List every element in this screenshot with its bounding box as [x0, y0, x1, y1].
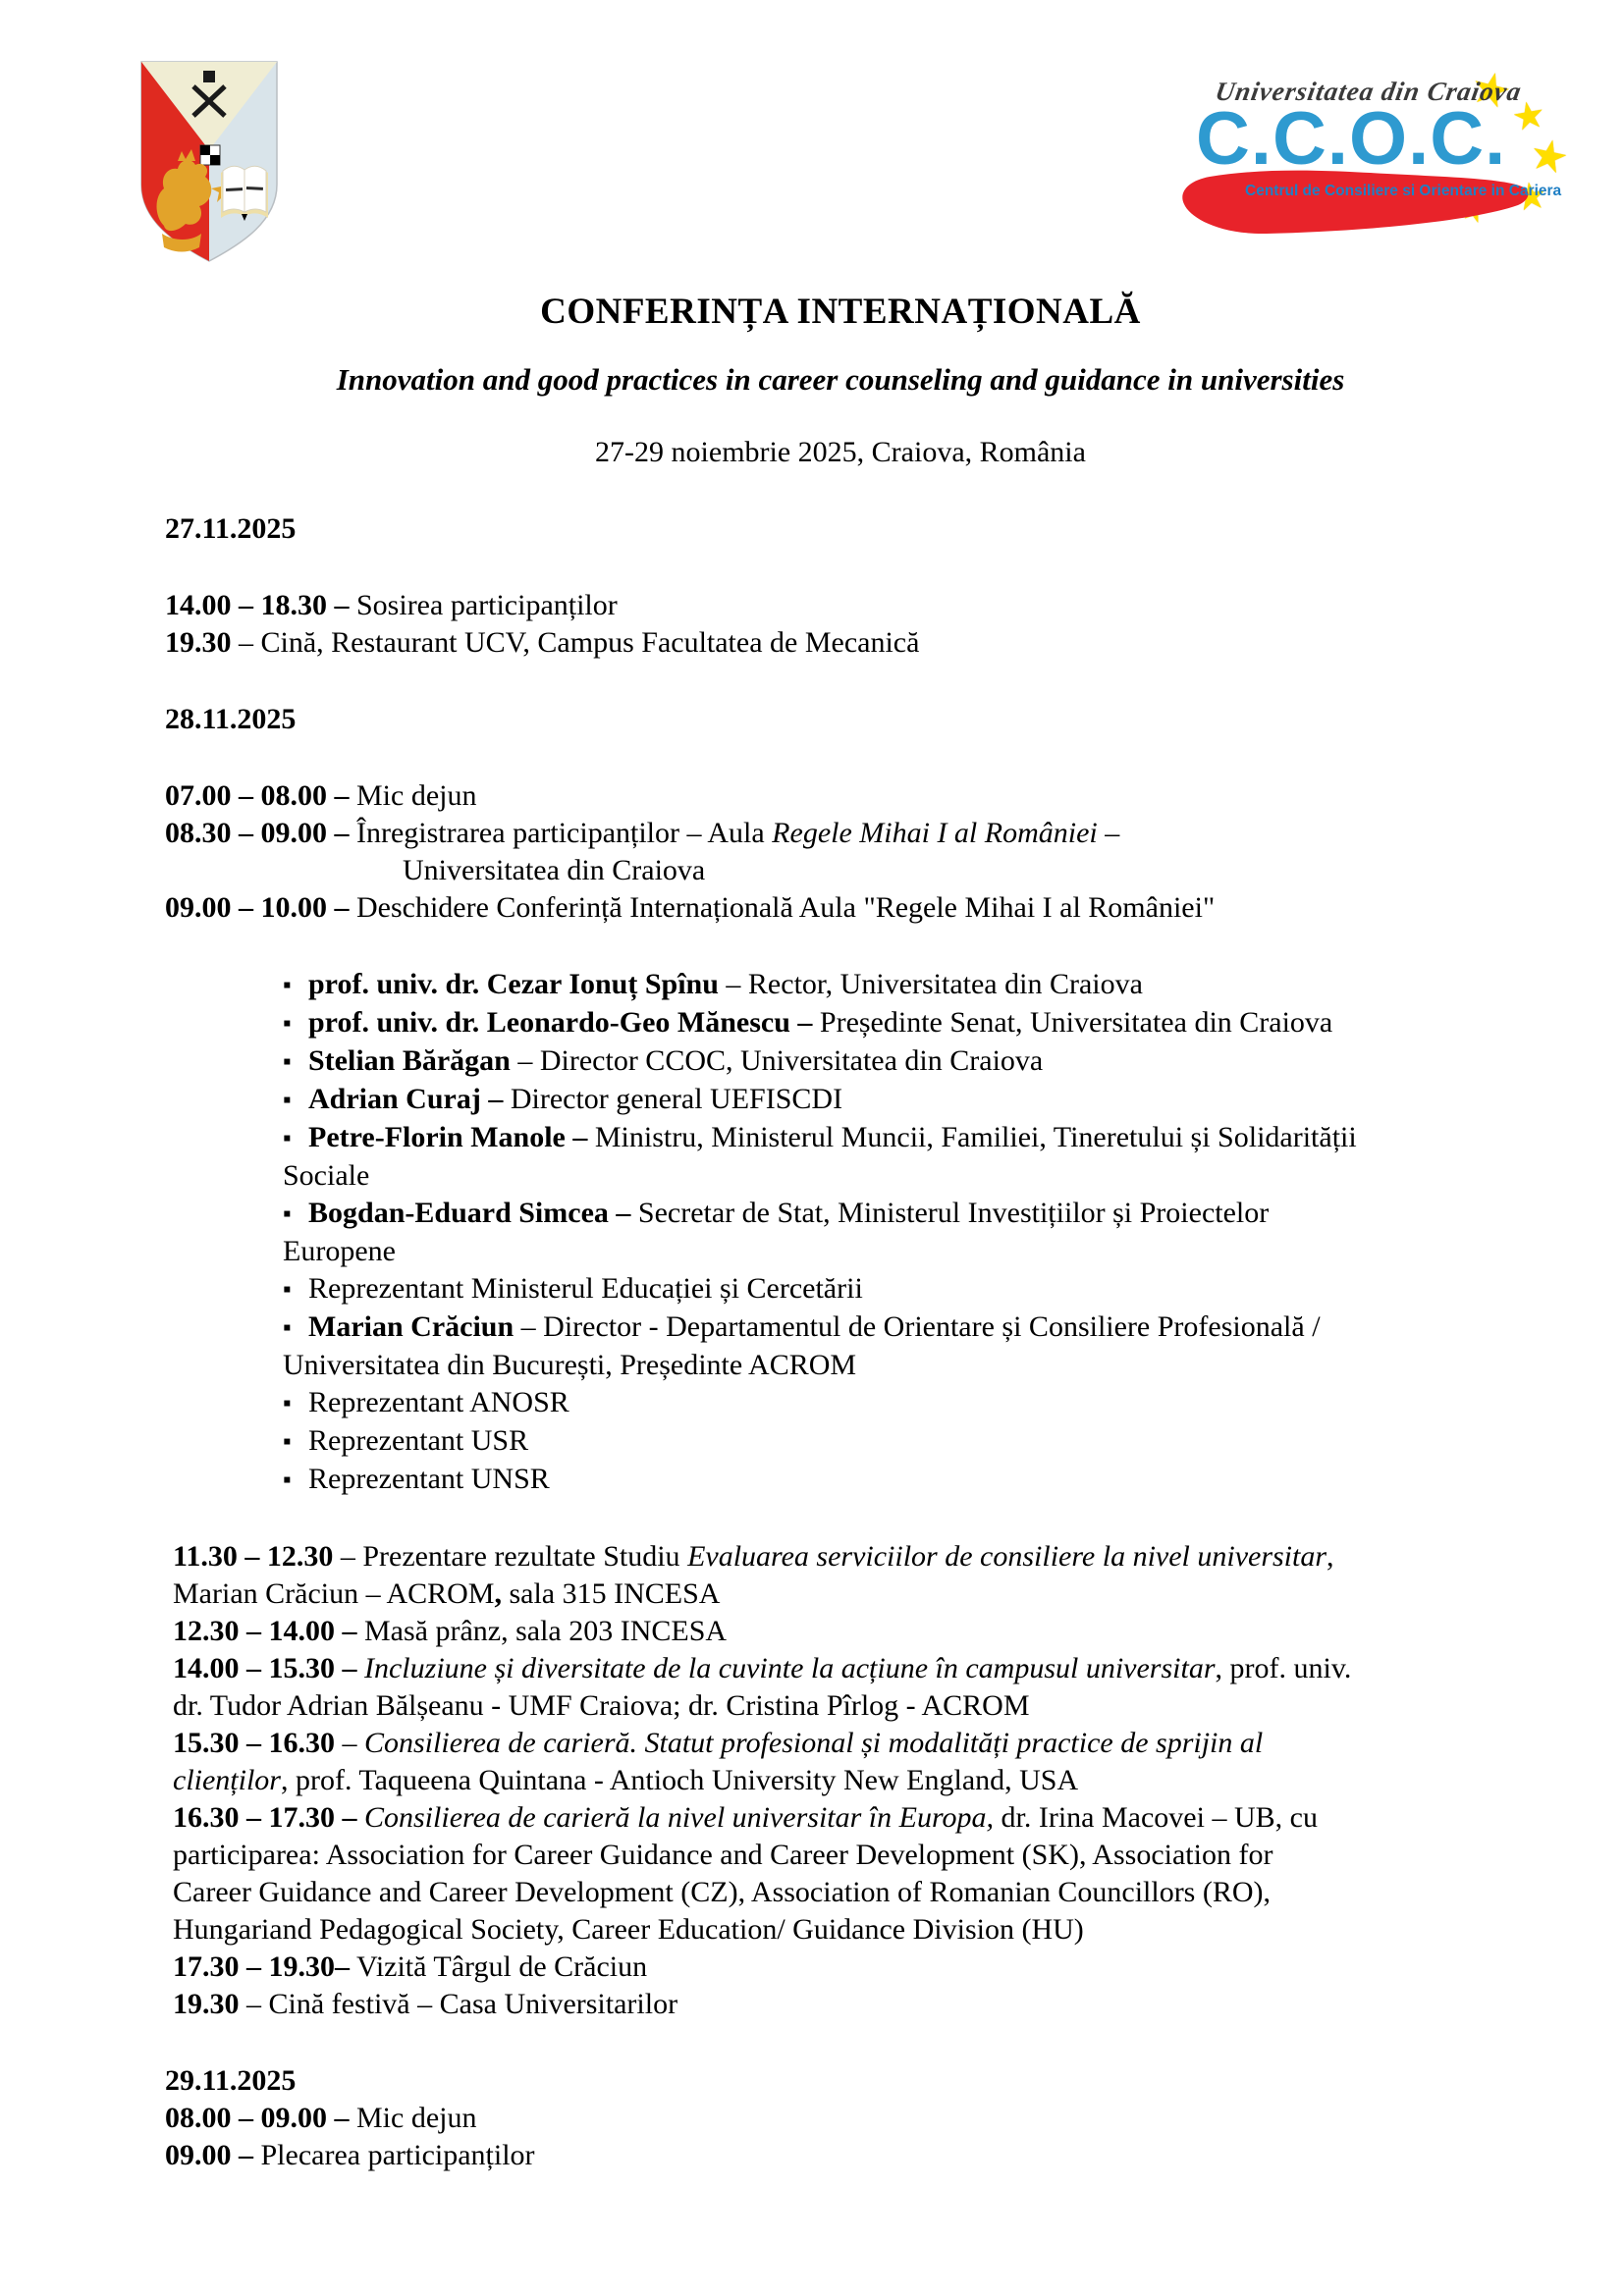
bullet-marker-icon: ▪	[283, 1088, 292, 1113]
schedule	[165, 510, 1516, 2174]
schedule-block	[165, 2100, 1516, 2174]
bullet-item: ▪ Reprezentant USR	[283, 1422, 1516, 1461]
schedule-line: 14.00 – 15.30 – Incluziune și diversitate de la cuvinte la acțiune în campusul universitar, prof. univ.	[173, 1652, 1352, 1684]
crest-book-icon	[221, 166, 268, 221]
bullet-marker-icon: ▪	[283, 1011, 292, 1037]
schedule-line: Marian Crăciun – ACROM, sala 315 INCESA	[173, 1577, 721, 1610]
bullet-marker-icon: ▪	[283, 973, 292, 998]
bullet-marker-icon: ▪	[283, 1391, 292, 1416]
schedule-line: 12.30 – 14.00 – Masă prânz, sala 203 INCESA	[173, 1615, 728, 1647]
schedule-line: 08.00 – 09.00 – Mic dejun	[165, 2102, 477, 2134]
schedule-line: 07.00 – 08.00 – Mic dejun	[165, 779, 477, 812]
day-section	[165, 701, 1516, 2023]
bullet-marker-icon: ▪	[283, 1126, 292, 1151]
schedule-line: Hungariand Pedagogical Society, Career Education/ Guidance Division (HU)	[173, 1913, 1084, 1946]
schedule-line: Career Guidance and Career Development (CZ), Association of Romanian Councillors (RO),	[173, 1876, 1272, 1908]
bullet-marker-icon: ▪	[283, 1468, 292, 1493]
ccoc-script-text: Universitatea din Craiova	[1213, 77, 1525, 106]
schedule-line: Universitatea din Craiova	[403, 854, 706, 886]
bullet-item: ▪ Bogdan-Eduard Simcea – Secretar de Stat, Ministerul Investițiilor și Proiectelor	[283, 1195, 1516, 1233]
schedule-line: 14.00 – 18.30 – Sosirea participanților	[165, 589, 618, 621]
ccoc-banner-text: Centrul de Consiliere si Orientare in Cariera	[1245, 183, 1562, 199]
bullet-marker-icon: ▪	[283, 1315, 292, 1341]
schedule-line: 09.00 – Plecarea participanților	[165, 2139, 535, 2171]
university-crest-logo	[135, 59, 284, 265]
bullet-item: ▪ Reprezentant UNSR	[283, 1461, 1516, 1499]
schedule-line: Europene	[283, 1235, 396, 1267]
bullet-item: ▪ prof. univ. dr. Cezar Ionuț Spînu – Rector, Universitatea din Craiova	[283, 966, 1516, 1004]
schedule-line: 09.00 – 10.00 – Deschidere Conferință Internațională Aula "Regele Mihai I al României"	[165, 891, 1216, 924]
bullet-marker-icon: ▪	[283, 1277, 292, 1303]
bullet-marker-icon: ▪	[283, 1201, 292, 1227]
ccoc-logo	[1188, 77, 1581, 238]
crest-checker	[200, 145, 220, 165]
conference-date-location: 27-29 noiembrie 2025, Craiova, România	[595, 436, 1086, 468]
bullet-item: ▪ Marian Crăciun – Director - Departamentul de Orientare și Consiliere Profesională /	[283, 1308, 1516, 1347]
schedule-line: 17.30 – 19.30– Vizită Târgul de Crăciun	[173, 1950, 648, 1983]
schedule-line: 15.30 – 16.30 – Consilierea de carieră. Statut profesional și modalități practice de sprijin al	[173, 1727, 1264, 1759]
bullet-item: ▪ prof. univ. dr. Leonardo-Geo Mănescu – Președinte Senat, Universitatea din Craiova	[283, 1004, 1516, 1042]
day-heading: 29.11.2025	[165, 2064, 297, 2097]
day-heading: 27.11.2025	[165, 512, 297, 545]
schedule-line: 08.30 – 09.00 – Înregistrarea participanților – Aula Regele Mihai I al României –	[165, 817, 1120, 849]
conference-title: CONFERINȚA INTERNAȚIONALĂ	[540, 292, 1141, 332]
conference-subtitle: Innovation and good practices in career counseling and guidance in universities	[336, 362, 1345, 397]
schedule-line: dr. Tudor Adrian Bălșeanu - UMF Craiova; dr. Cristina Pîrlog - ACROM	[173, 1689, 1030, 1722]
schedule-block	[165, 587, 1516, 662]
schedule-line: Sociale	[283, 1159, 370, 1192]
schedule-line: clienților, prof. Taqueena Quintana - Antioch University New England, USA	[173, 1764, 1079, 1796]
schedule-line: 19.30 – Cină, Restaurant UCV, Campus Facultatea de Mecanică	[165, 626, 920, 659]
header-logos	[0, 0, 1624, 265]
day-section	[165, 510, 1516, 662]
day-section	[165, 2062, 1516, 2174]
schedule-line: 11.30 – 12.30 – Prezentare rezultate Studiu Evaluarea serviciilor de consiliere la nivel universitar,	[173, 1540, 1334, 1573]
bullet-item: ▪ Petre-Florin Manole – Ministru, Ministerul Muncii, Familiei, Tineretului și Solidarității	[283, 1119, 1516, 1157]
bullet-item: ▪ Reprezentant Ministerul Educației și Cercetării	[283, 1270, 1516, 1308]
bullet-item: ▪ Adrian Curaj – Director general UEFISCDI	[283, 1081, 1516, 1119]
schedule-block	[165, 966, 1516, 1499]
bullet-marker-icon: ▪	[283, 1429, 292, 1455]
bullet-item: ▪ Stelian Bărăgan – Director CCOC, Universitatea din Craiova	[283, 1042, 1516, 1081]
schedule-line: participarea: Association for Career Guidance and Career Development (SK), Association for	[173, 1839, 1273, 1871]
schedule-block	[165, 777, 1516, 927]
schedule-line: 19.30 – Cină festivă – Casa Universitarilor	[173, 1988, 678, 2020]
bullet-item: ▪ Reprezentant ANOSR	[283, 1384, 1516, 1422]
day-heading: 28.11.2025	[165, 703, 297, 735]
schedule-line: 16.30 – 17.30 – Consilierea de carieră la nivel universitar în Europa, dr. Irina Macovei – UB, cu	[173, 1801, 1318, 1834]
document-body	[0, 293, 1624, 2174]
bullet-marker-icon: ▪	[283, 1049, 292, 1075]
schedule-line: Universitatea din București, Președinte ACROM	[283, 1349, 857, 1381]
ccoc-acronym: C.C.O.C.	[1196, 97, 1507, 181]
schedule-block	[165, 1538, 1516, 2023]
